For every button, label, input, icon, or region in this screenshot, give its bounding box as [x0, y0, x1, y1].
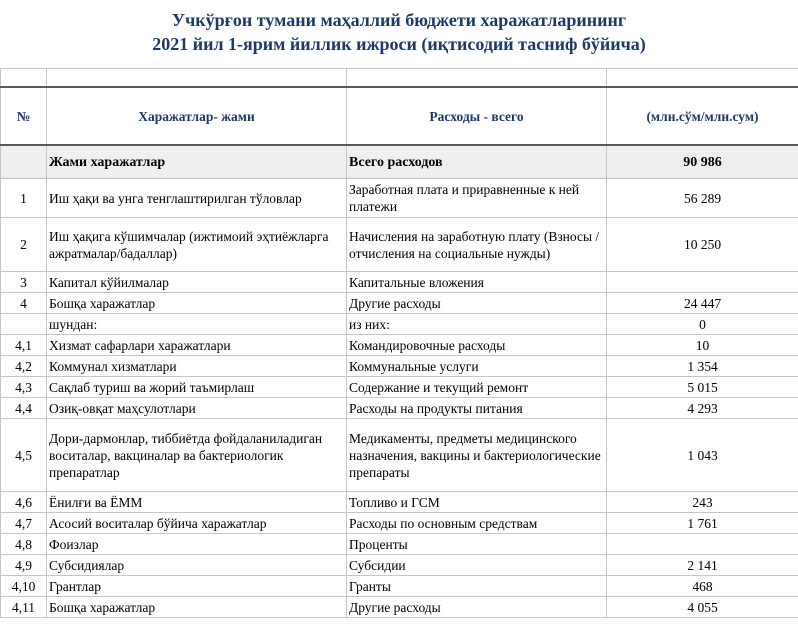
- row-uz[interactable]: Коммунал хизматлари: [47, 356, 347, 377]
- title-line-1: Учкўрғон тумани маҳаллий бюджети харажатларининг: [171, 10, 627, 30]
- row-ru[interactable]: Расходы на продукты питания: [347, 398, 607, 419]
- table-row: [1, 597, 798, 618]
- row-value[interactable]: 10 250: [607, 218, 798, 272]
- table-row: [1, 555, 798, 576]
- table-row: [1, 218, 798, 272]
- row-value[interactable]: 24 447: [607, 293, 798, 314]
- row-uz[interactable]: Капитал кўйилмалар: [47, 272, 347, 293]
- spacer-row: [1, 69, 798, 88]
- row-uz[interactable]: Озиқ-овқат маҳсулотлари: [47, 398, 347, 419]
- row-ru[interactable]: Топливо и ГСМ: [347, 492, 607, 513]
- row-num[interactable]: 4,2: [1, 356, 47, 377]
- table-row: [1, 377, 798, 398]
- row-num[interactable]: 4: [1, 293, 47, 314]
- table-row: [1, 314, 798, 335]
- table-row: [1, 513, 798, 534]
- total-row: [1, 145, 798, 179]
- row-ru[interactable]: Содержание и текущий ремонт: [347, 377, 607, 398]
- table-row: [1, 492, 798, 513]
- row-num[interactable]: 4,1: [1, 335, 47, 356]
- row-ru[interactable]: Проценты: [347, 534, 607, 555]
- header-ru[interactable]: Расходы - всего: [347, 87, 607, 145]
- row-uz[interactable]: Бошқа харажатлар: [47, 597, 347, 618]
- row-ru[interactable]: Заработная плата и приравненные к ней платежи: [347, 179, 607, 218]
- row-num[interactable]: 4,7: [1, 513, 47, 534]
- row-num[interactable]: 4,3: [1, 377, 47, 398]
- total-ru[interactable]: Всего расходов: [347, 145, 607, 179]
- row-uz[interactable]: Дори-дармонлар, тиббиётда фойдаланиладиган воситалар, вакциналар ва бактериологик препаратлар: [47, 419, 347, 492]
- row-uz[interactable]: Хизмат сафарлари харажатлари: [47, 335, 347, 356]
- row-num[interactable]: 4,5: [1, 419, 47, 492]
- table-row: [1, 419, 798, 492]
- row-value[interactable]: 4 293: [607, 398, 798, 419]
- header-num[interactable]: №: [1, 87, 47, 145]
- row-ru[interactable]: Расходы по основным средствам: [347, 513, 607, 534]
- row-value[interactable]: 1 761: [607, 513, 798, 534]
- row-ru[interactable]: Медикаменты, предметы медицинского назначения, вакцины и бактериологические препараты: [347, 419, 607, 492]
- table-row: [1, 534, 798, 555]
- row-value[interactable]: 4 055: [607, 597, 798, 618]
- row-value[interactable]: [607, 272, 798, 293]
- row-uz[interactable]: Иш ҳақи ва унга тенглаштирилган тўловлар: [47, 179, 347, 218]
- row-num[interactable]: 4,11: [1, 597, 47, 618]
- table-row: [1, 272, 798, 293]
- row-num[interactable]: 4,4: [1, 398, 47, 419]
- row-ru[interactable]: Другие расходы: [347, 293, 607, 314]
- header-uz[interactable]: Харажатлар- жами: [47, 87, 347, 145]
- row-uz[interactable]: Асосий воситалар бўйича харажатлар: [47, 513, 347, 534]
- row-uz[interactable]: Иш ҳақига кўшимчалар (ижтимоий эҳтиёжларга ажратмалар/бадаллар): [47, 218, 347, 272]
- row-uz[interactable]: Фоизлар: [47, 534, 347, 555]
- row-ru[interactable]: Начисления на заработную плату (Взносы / отчисления на социальные нужды): [347, 218, 607, 272]
- header-unit[interactable]: (млн.сўм/млн.сум): [607, 87, 798, 145]
- row-ru[interactable]: Субсидии: [347, 555, 607, 576]
- report-title: [0, 0, 798, 68]
- total-num[interactable]: [1, 145, 47, 179]
- table-row: [1, 356, 798, 377]
- row-value[interactable]: 1 043: [607, 419, 798, 492]
- row-num[interactable]: 4,9: [1, 555, 47, 576]
- row-num[interactable]: 4,6: [1, 492, 47, 513]
- row-ru[interactable]: Коммунальные услуги: [347, 356, 607, 377]
- cell-empty[interactable]: [1, 69, 47, 88]
- row-ru[interactable]: Капитальные вложения: [347, 272, 607, 293]
- row-num[interactable]: 1: [1, 179, 47, 218]
- cell-empty[interactable]: [47, 69, 347, 88]
- row-num[interactable]: 3: [1, 272, 47, 293]
- table-row: [1, 293, 798, 314]
- row-value[interactable]: 5 015: [607, 377, 798, 398]
- table-row: [1, 335, 798, 356]
- table-row: [1, 179, 798, 218]
- row-value[interactable]: 243: [607, 492, 798, 513]
- row-value[interactable]: 2 141: [607, 555, 798, 576]
- row-uz[interactable]: Бошқа харажатлар: [47, 293, 347, 314]
- row-num[interactable]: 4,10: [1, 576, 47, 597]
- row-ru[interactable]: Другие расходы: [347, 597, 607, 618]
- row-value[interactable]: 468: [607, 576, 798, 597]
- row-ru[interactable]: Гранты: [347, 576, 607, 597]
- total-value[interactable]: 90 986: [607, 145, 798, 179]
- total-uz[interactable]: Жами харажатлар: [47, 145, 347, 179]
- row-ru[interactable]: из них:: [347, 314, 607, 335]
- row-value[interactable]: 56 289: [607, 179, 798, 218]
- row-uz[interactable]: Сақлаб туриш ва жорий таъмирлаш: [47, 377, 347, 398]
- row-value[interactable]: 1 354: [607, 356, 798, 377]
- expenses-table: [0, 68, 798, 618]
- table-row: [1, 576, 798, 597]
- row-uz[interactable]: Субсидиялар: [47, 555, 347, 576]
- row-num[interactable]: 2: [1, 218, 47, 272]
- cell-empty[interactable]: [347, 69, 607, 88]
- row-value[interactable]: 10: [607, 335, 798, 356]
- row-ru[interactable]: Командировочные расходы: [347, 335, 607, 356]
- cell-empty[interactable]: [607, 69, 798, 88]
- row-num[interactable]: 4,8: [1, 534, 47, 555]
- row-uz[interactable]: Ёнилғи ва ЁММ: [47, 492, 347, 513]
- row-uz[interactable]: Грантлар: [47, 576, 347, 597]
- header-row: [1, 87, 798, 145]
- row-value[interactable]: 0: [607, 314, 798, 335]
- row-num[interactable]: [1, 314, 47, 335]
- table-row: [1, 398, 798, 419]
- row-uz[interactable]: шундан:: [47, 314, 347, 335]
- title-line-2: 2021 йил 1-ярим йиллик ижроси (иқтисодий тасниф бўйича): [152, 34, 646, 54]
- row-value[interactable]: [607, 534, 798, 555]
